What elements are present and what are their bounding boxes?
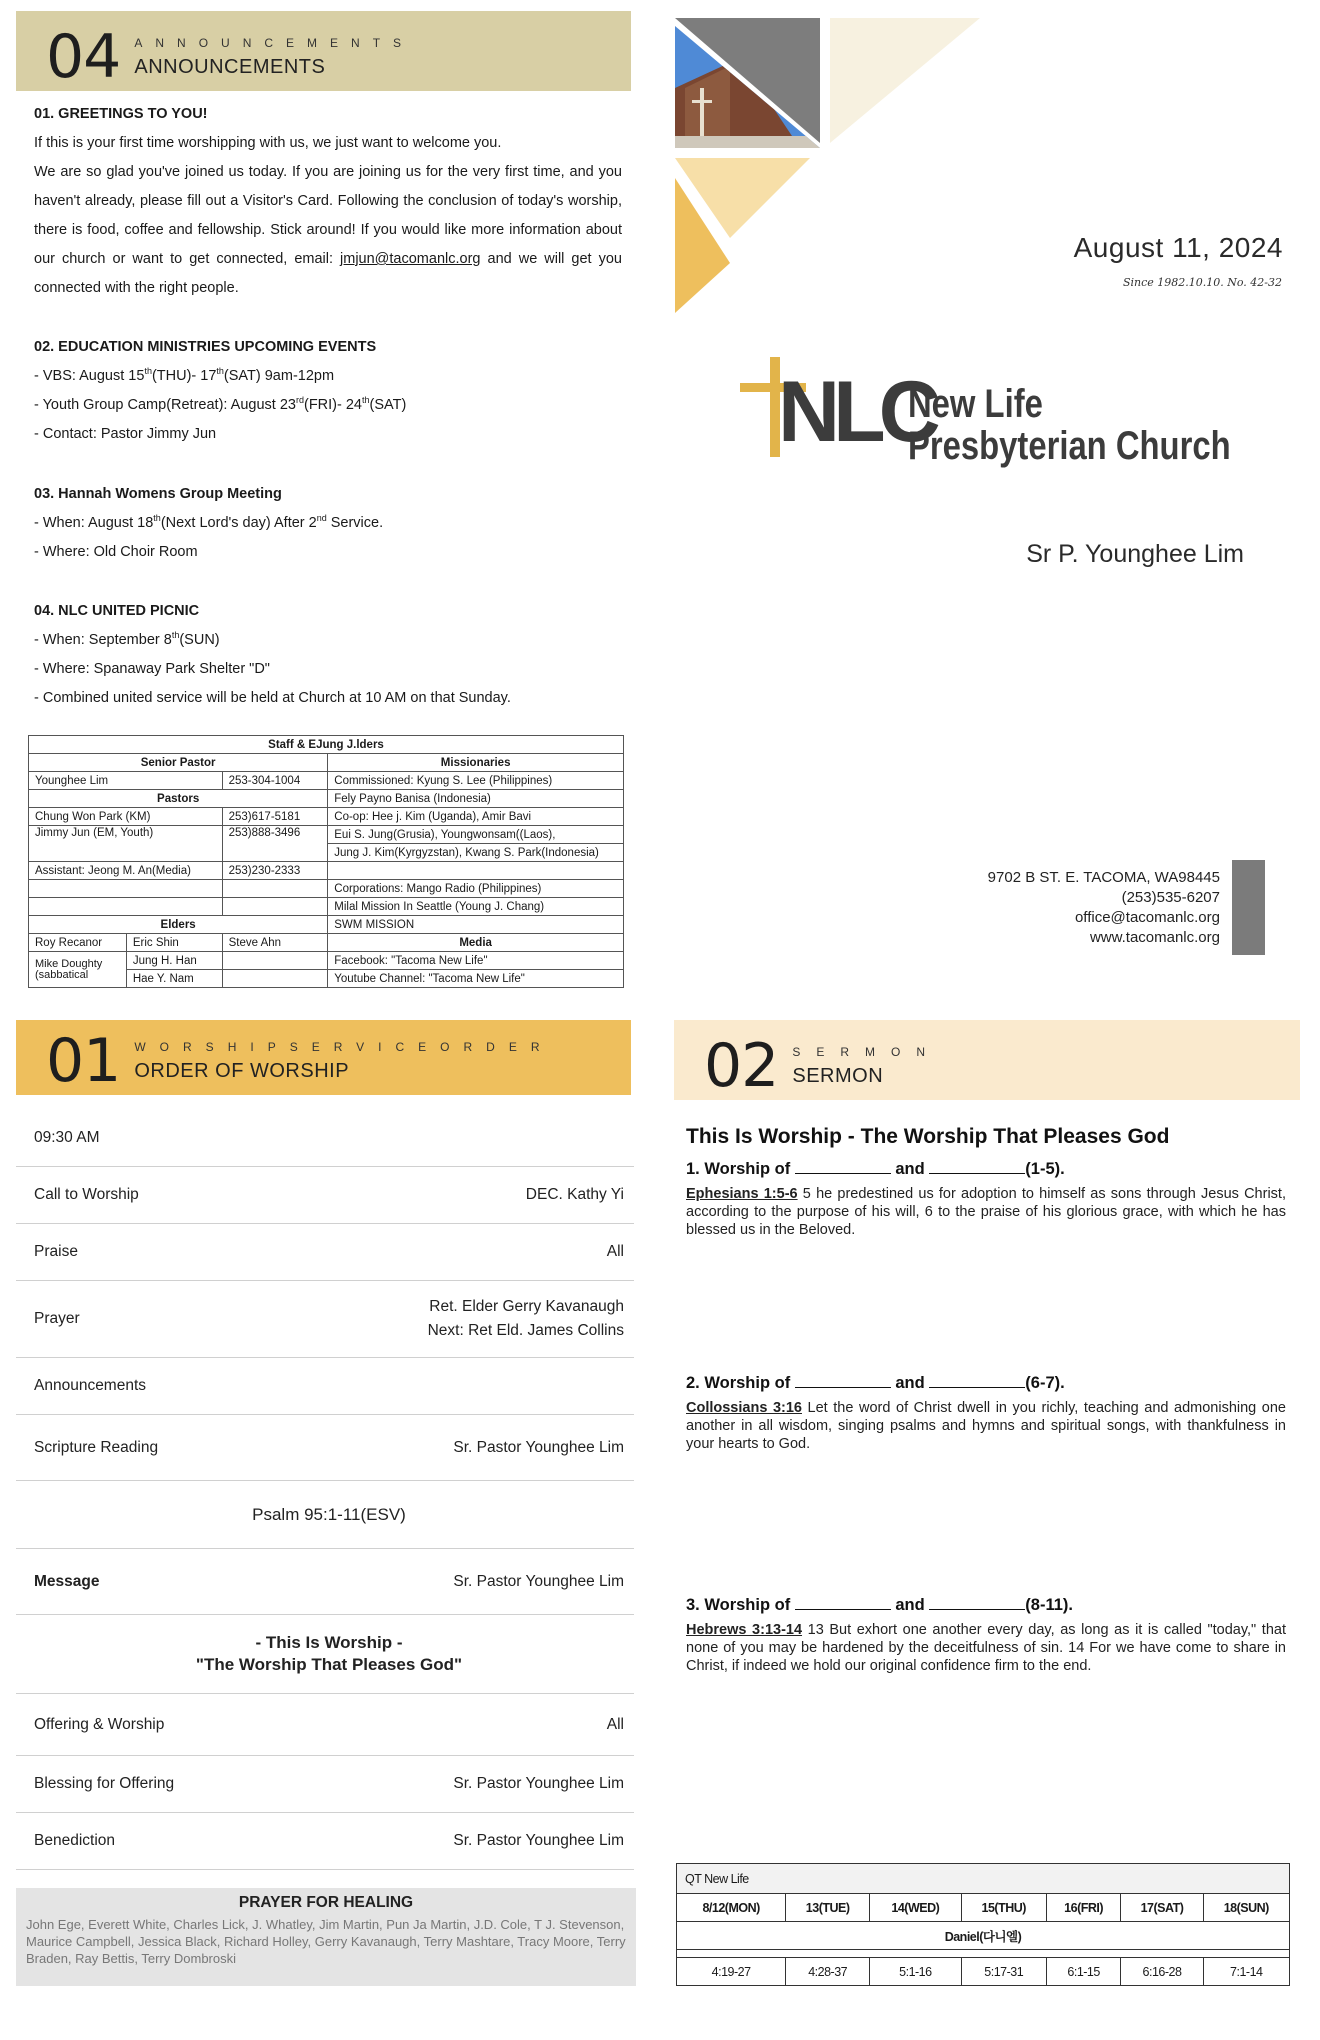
church-phone: (253)535-6207: [1121, 889, 1220, 906]
announcement-heading: 02. EDUCATION MINISTRIES UPCOMING EVENTS: [34, 339, 377, 355]
order-row: Scripture Reading Sr. Pastor Younghee Lim: [16, 1415, 634, 1481]
sermon-spaced-label: SERMON: [792, 1045, 942, 1059]
qt-ref: 6:1-15: [1046, 1958, 1121, 1986]
qt-day: 16(FRI): [1046, 1894, 1121, 1922]
table-cell: 253)888-3496: [222, 826, 328, 862]
point-heading: 3. Worship of and (8-11).: [686, 1596, 1073, 1614]
qt-day: 15(THU): [961, 1894, 1046, 1922]
announcement-text: We are so glad you've joined us today. If you are joining us for the very first time, and you haven't already, please fill out a Visitor's Card. Following the conclusion of today's worship, there is food, coffee and fellowship. Stick around! If you would like more information about our church or want to get connected, email: jmjun@tacomanlc.org and we will get you connected with the right people.: [34, 164, 622, 296]
fill-blank: [929, 1374, 1025, 1388]
fill-blank: [929, 1596, 1025, 1610]
fill-blank: [795, 1160, 891, 1174]
qt-table: [676, 1863, 1290, 1986]
qt-spacer: [677, 1950, 1290, 1958]
table-cell: [222, 952, 328, 970]
order-row: Announcements: [16, 1358, 634, 1415]
bulletin-date: August 11, 2024: [1073, 232, 1283, 263]
announcement-line: - Where: Spanaway Park Shelter "D": [34, 661, 270, 677]
order-row: Offering & Worship All: [16, 1694, 634, 1756]
qt-day: 8/12(MON): [677, 1894, 786, 1922]
order-row: Message Sr. Pastor Younghee Lim: [16, 1549, 634, 1615]
sermon-header: [674, 1020, 1300, 1100]
message-title: - This Is Worship - "The Worship That Pleases God": [16, 1615, 634, 1694]
sermon-point: [686, 1596, 1286, 1675]
media-heading: Media: [328, 934, 624, 952]
logo-name: New Life Presbyterian Church: [908, 382, 1231, 468]
table-cell: 253-304-1004: [222, 772, 328, 790]
table-cell: 253)617-5181: [222, 808, 328, 826]
sermon-number: 02: [704, 1031, 779, 1101]
qt-ref: 6:16-28: [1121, 1958, 1203, 1986]
cover-accent-bar: [1232, 860, 1265, 955]
church-address: 9702 B ST. E. TACOMA, WA98445: [987, 869, 1220, 886]
table-cell: 253)230-2333: [222, 862, 328, 880]
table-cell: Jung J. Kim(Kyrgyzstan), Kwang S. Park(Indonesia): [328, 844, 624, 862]
church-email-link[interactable]: office@tacomanlc.org: [1074, 909, 1220, 926]
announcement-heading: 04. NLC UNITED PICNIC: [34, 603, 200, 619]
announcement-greetings: [34, 100, 622, 303]
church-contact: [988, 868, 1220, 948]
table-cell: [328, 862, 624, 880]
service-time: 09:30 AM: [34, 1129, 100, 1146]
announcement-line: - Contact: Pastor Jimmy Jun: [34, 426, 217, 442]
worship-title: ORDER OF WORSHIP: [134, 1060, 350, 1082]
sermon-heading: This Is Worship - The Worship That Pleases God: [686, 1125, 1170, 1148]
worship-header: [16, 1020, 631, 1095]
staff-title: Staff & EJung J.lders: [29, 736, 624, 754]
qt-ref: 5:1-16: [870, 1958, 962, 1986]
table-cell: Chung Won Park (KM): [29, 808, 223, 826]
order-row: Praise All: [16, 1224, 634, 1281]
point-verse: Ephesians 1:5-6 5 he predestined us for adoption to himself as sons through Jesus Christ, according to the purpose of his will, 6 to the praise of his glorious grace, with which he has blessed us in the Beloved.: [686, 1186, 1286, 1238]
qt-day: 13(TUE): [786, 1894, 870, 1922]
church-website-link[interactable]: www.tacomanlc.org: [1089, 929, 1220, 946]
healing-names: John Ege, Everett White, Charles Lick, J. Whatley, Jim Martin, Pun Ja Martin, J.D. Cole, T J. Stevenson, Maurice Campbell, Jessica Black, Richard Holley, Gerry Kavanaugh, Terry Mashtare, Tracy Moore, Terry Braden, Ray Bettis, Terry Dombroski: [26, 1917, 626, 1966]
announcement-text: If this is your first time worshipping with us, we just want to welcome you.: [34, 135, 502, 151]
qt-ref: 5:17-31: [961, 1958, 1046, 1986]
announcement-line: - Where: Old Choir Room: [34, 544, 198, 560]
point-heading: 1. Worship of and (1-5).: [686, 1160, 1065, 1178]
contact-email-link[interactable]: jmjun@tacomanlc.org: [340, 251, 481, 267]
announcement-picnic: [34, 597, 622, 713]
scripture-reference: Psalm 95:1-11(ESV): [16, 1481, 634, 1549]
table-cell: [222, 880, 328, 898]
table-cell: [29, 898, 223, 916]
point-heading: 2. Worship of and (6-7).: [686, 1374, 1065, 1392]
table-cell: Milal Mission In Seattle (Young J. Chang): [328, 898, 624, 916]
table-cell: [222, 898, 328, 916]
table-cell: SWM MISSION: [328, 916, 624, 934]
announcement-line: - Youth Group Camp(Retreat): August 23rd(FRI)- 24th(SAT): [34, 395, 407, 413]
point-verse: Hebrews 3:13-14 13 But exhort one another every day, as long as it is called "today," that none of you may be hardened by the deceitfulness of sin. 14 For we have come to share in Christ, if indeed we hold our original confidence firm to the end.: [686, 1622, 1286, 1674]
table-cell: Eric Shin: [126, 934, 222, 952]
qt-ref: 4:28-37: [786, 1958, 870, 1986]
table-cell: Jimmy Jun (EM, Youth): [29, 826, 223, 862]
announcements-title: ANNOUNCEMENTS: [134, 56, 326, 78]
table-cell: Steve Ahn: [222, 934, 328, 952]
table-cell: [222, 970, 328, 988]
fill-blank: [929, 1160, 1025, 1174]
qt-ref: 4:19-27: [677, 1958, 786, 1986]
announcement-line: - VBS: August 15th(THU)- 17th(SAT) 9am-12pm: [34, 366, 335, 384]
table-cell: Roy Recanor: [29, 934, 127, 952]
table-cell: Commissioned: Kyung S. Lee (Philippines): [328, 772, 624, 790]
healing-title: PRAYER FOR HEALING: [238, 1894, 414, 1911]
table-cell: [29, 880, 223, 898]
table-cell: Jung H. Han: [126, 952, 222, 970]
announcements-number: 04: [46, 22, 121, 92]
elders-heading: Elders: [29, 916, 328, 934]
order-row: Call to Worship DEC. Kathy Yi: [16, 1167, 634, 1224]
qt-day: 18(SUN): [1203, 1894, 1289, 1922]
order-row: Prayer Ret. Elder Gerry Kavanaugh Next: Ret Eld. James Collins: [16, 1281, 634, 1358]
worship-number: 01: [46, 1026, 121, 1096]
sermon-point: [686, 1160, 1286, 1239]
table-cell: Eui S. Jung(Grusia), Youngwonsam((Laos),: [328, 826, 624, 844]
pastors-heading: Pastors: [29, 790, 328, 808]
cream-triangle: [830, 18, 980, 143]
qt-day: 14(WED): [870, 1894, 962, 1922]
fill-blank: [795, 1596, 891, 1610]
table-cell: Assistant: Jeong M. An(Media): [29, 862, 223, 880]
logo-letters: NLC: [778, 364, 934, 460]
church-logo: [736, 355, 1256, 475]
qt-book: Daniel(다니엘): [677, 1922, 1290, 1950]
announcements-header: [16, 11, 631, 91]
bulletin-since: Since 1982.10.10. No. 42-32: [1122, 276, 1282, 289]
qt-ref: 7:1-14: [1203, 1958, 1289, 1986]
order-row: Benediction Sr. Pastor Younghee Lim: [16, 1813, 634, 1870]
table-cell: Facebook: "Tacoma New Life": [328, 952, 624, 970]
announcement-education: [34, 333, 622, 449]
table-cell: Fely Payno Banisa (Indonesia): [328, 790, 624, 808]
table-cell: Youtube Channel: "Tacoma New Life": [328, 970, 624, 988]
announcement-line: - When: September 8th(SUN): [34, 630, 220, 648]
missionaries-heading: Missionaries: [328, 754, 624, 772]
announcement-line: - Combined united service will be held at Church at 10 AM on that Sunday.: [34, 690, 511, 706]
table-cell: Younghee Lim: [29, 772, 223, 790]
qt-title: QT New Life: [677, 1864, 1290, 1894]
table-cell: Corporations: Mango Radio (Philippines): [328, 880, 624, 898]
table-cell: Co-op: Hee j. Kim (Uganda), Amir Bavi: [328, 808, 624, 826]
announcement-heading: 01. GREETINGS TO YOU!: [34, 106, 208, 122]
announcement-hannah: [34, 480, 622, 567]
service-time-row: [16, 1110, 634, 1167]
staff-table: [28, 735, 624, 988]
table-cell: Mike Doughty (sabbatical: [29, 952, 127, 988]
point-verse: Collossians 3:16 Let the word of Christ dwell in you richly, teaching and admonishing one another in all wisdom, singing psalms and hymns and spiritual songs, with thankfulness in your hearts to God.: [686, 1400, 1286, 1452]
order-row: Blessing for Offering Sr. Pastor Younghee Lim: [16, 1756, 634, 1813]
prayer-for-healing: [16, 1888, 636, 1986]
senior-pastor-name: Sr P. Younghee Lim: [1026, 540, 1244, 568]
sermon-title: SERMON: [792, 1065, 884, 1087]
announcement-heading: 03. Hannah Womens Group Meeting: [34, 486, 282, 502]
senior-pastor-heading: Senior Pastor: [29, 754, 328, 772]
qt-day: 17(SAT): [1121, 1894, 1203, 1922]
announcement-line: - When: August 18th(Next Lord's day) After 2nd Service.: [34, 513, 384, 531]
sermon-point: [686, 1374, 1286, 1453]
worship-spaced-label: WORSHIPSERVICEORDER: [134, 1040, 554, 1054]
table-cell: Hae Y. Nam: [126, 970, 222, 988]
cover-graphic: [670, 18, 990, 318]
announcements-spaced-label: ANNOUNCEMENTS: [134, 36, 415, 50]
fill-blank: [795, 1374, 891, 1388]
